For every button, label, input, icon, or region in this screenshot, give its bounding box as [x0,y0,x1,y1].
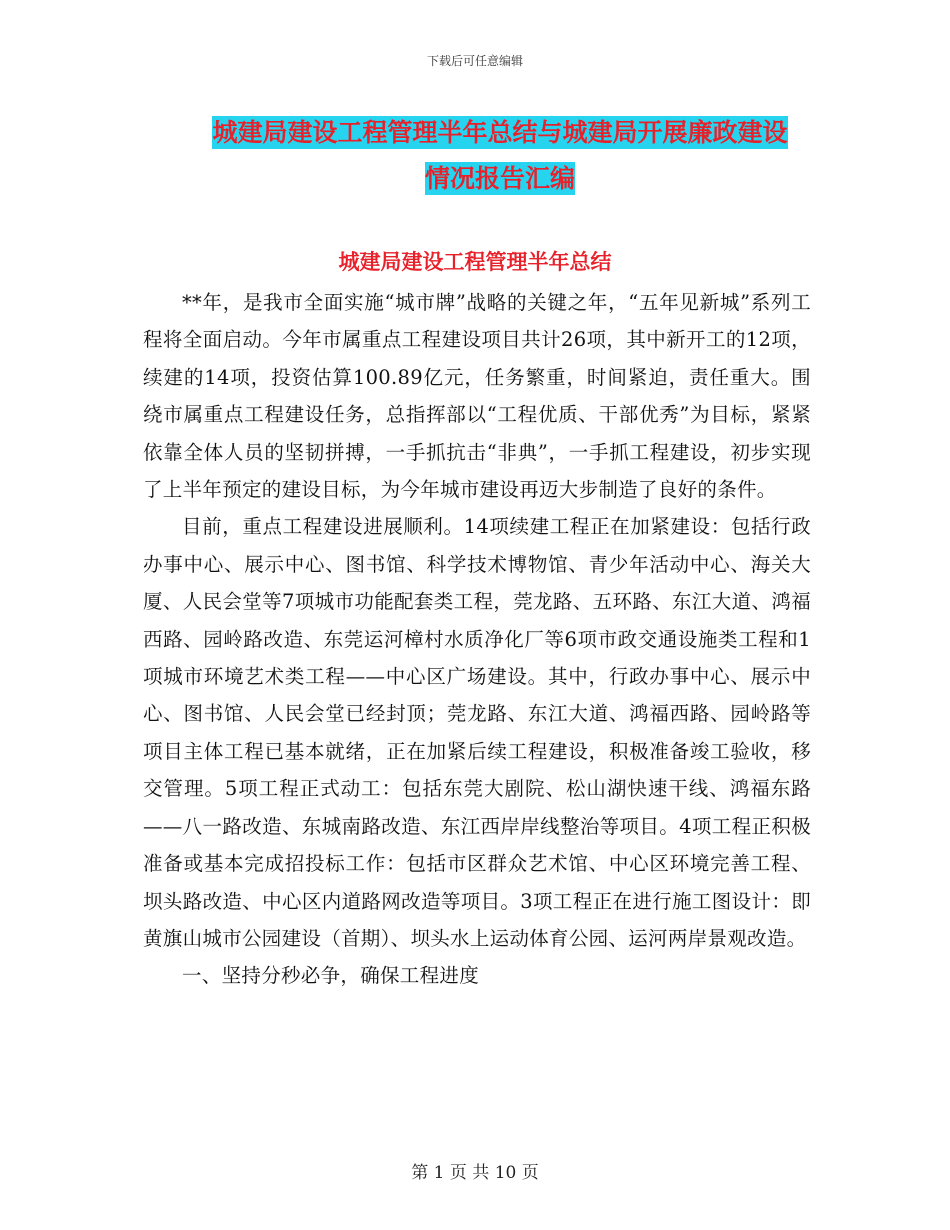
document-title-line1: 城建局建设工程管理半年总结与城建局开展廉政建设 [212,118,788,147]
document-title [140,110,860,202]
paragraph: 目前，重点工程建设进展顺利。14项续建工程正在加紧建设：包括行政办事中心、展示中心、图书馆、科学技术博物馆、青少年活动中心、海关大厦、人民会堂等7项城市功能配套类工程，莞龙路、五环路、东江大道、鸿福西路、园岭路改造、东莞运河樟村水质净化厂等6项市政交通设施类工程和1项城市环境艺术类工程——中心区广场建设。其中，行政办事中心、展示中心、图书馆、人民会堂已经封顶；莞龙路、东江大道、鸿福西路、园岭路等项目主体工程已基本就绪，正在加紧后续工程建设，积极准备竣工验收，移交管理。5项工程正式动工：包括东莞大剧院、松山湖快速干线、鸿福东路——八一路改造、东城南路改造、东江西岸岸线整治等项目。4项工程正积极准备或基本完成招投标工作：包括市区群众艺术馆、中心区环境完善工程、坝头路改造、中心区内道路网改造等项目。3项工程正在进行施工图设计：即黄旗山城市公园建设（首期）、坝头水上运动体育公园、运河两岸景观改造。 [143,515,811,950]
page-footer: 第 1 页 共 10 页 [411,1163,539,1183]
document-body [143,284,811,995]
paragraph: **年，是我市全面实施“城市牌”战略的关键之年，“五年见新城”系列工程将全面启动。今年市属重点工程建设项目共计26项，其中新开工的12项，续建的14项，投资估算100.89亿元，任务繁重，时间紧迫，责任重大。围绕市属重点工程建设任务，总指挥部以“工程优质、干部优秀”为目标，紧紧依靠全体人员的坚韧拼搏，一手抓抗击“非典”，一手抓工程建设，初步实现了上半年预定的建设目标，为今年城市建设再迈大步制造了良好的条件。 [143,291,811,502]
header-note: 下载后可任意编辑 [426,54,523,68]
section-title: 城建局建设工程管理半年总结 [338,250,612,274]
subheading: 一、坚持分秒必争，确保工程进度 [182,964,480,988]
document-title-line2: 情况报告汇编 [424,164,575,193]
